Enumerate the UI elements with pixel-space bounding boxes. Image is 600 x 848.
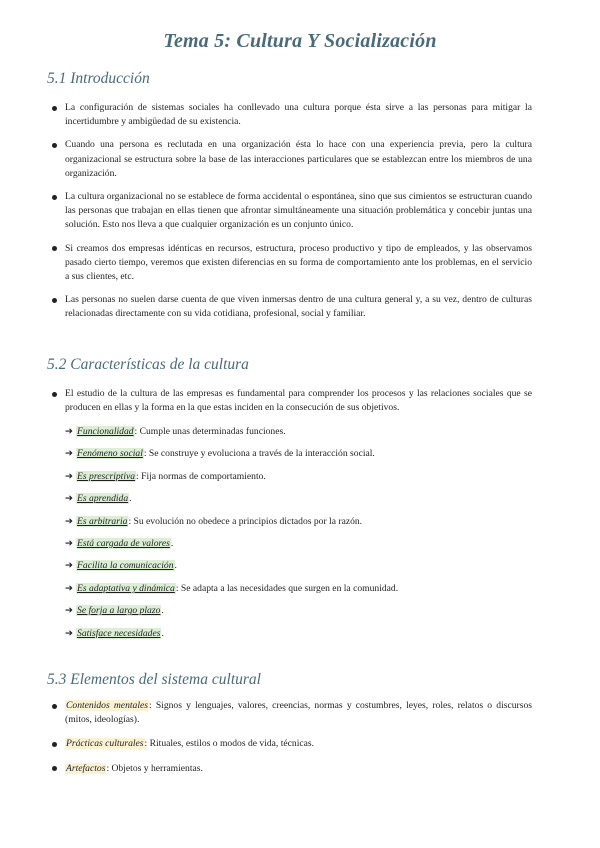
- characteristic-term: Es prescriptiva: [77, 470, 136, 482]
- characteristics-list: [65, 426, 398, 650]
- characteristic-term: Funcionalidad: [77, 426, 134, 437]
- characteristic-desc: : Su evolución no obedece a principios dictados por la razón.: [128, 515, 363, 527]
- section-heading-introduccion: 5.1 Introducción: [47, 70, 150, 87]
- characteristic-term: Se forja a largo plazo: [77, 605, 161, 617]
- characteristic-item: [65, 516, 398, 538]
- characteristic-desc: .: [174, 560, 177, 572]
- bullet-icon: [52, 704, 57, 709]
- element-desc: : Signos y lenguajes, valores, creencias, normas y costumbres, leyes, roles, relatos o discursos (mitos, ideologías).: [65, 700, 532, 726]
- list-item: [47, 762, 532, 776]
- characteristic-term: Fenómeno social: [77, 448, 143, 460]
- element-term: Contenidos mentales: [66, 700, 148, 711]
- arrow-right-icon: ➔: [65, 627, 74, 639]
- characteristic-item: [65, 628, 398, 650]
- list-item: Las personas no suelen darse cuenta de que viven inmersas dentro de una cultura general y, a su vez, dentro de culturas relacionadas directamente con su vida cotidiana, profesional, social y familiar.: [47, 293, 532, 321]
- characteristic-term: Es aprendida: [77, 493, 129, 505]
- characteristic-term: Es arbitraria: [77, 515, 128, 527]
- characteristic-desc: : Se construye y evoluciona a través de la interacción social.: [143, 448, 375, 460]
- characteristic-item: [65, 560, 398, 582]
- section-heading-elementos: 5.3 Elementos del sistema cultural: [47, 671, 261, 688]
- arrow-right-icon: ➔: [65, 448, 74, 460]
- bullet-icon: [52, 298, 57, 303]
- list-item: Cuando una persona es reclutada en una organización ésta lo hace con una experiencia previa, pero la cultura organizacional se estructura sobre la base de las interacciones particulares que se establezcan entre los miembros de una organización.: [47, 138, 532, 181]
- characteristic-item: [65, 538, 398, 560]
- bullet-icon: [52, 742, 57, 747]
- arrow-right-icon: ➔: [65, 426, 74, 437]
- characteristic-item: [65, 448, 398, 470]
- arrow-right-icon: ➔: [65, 582, 74, 594]
- list-item: Si creamos dos empresas idénticas en recursos, estructura, proceso productivo y tipo de empleados, y las observamos pasado cierto tiempo, veremos que existen diferencias en su forma de comportamiento ante los problemas, en el servicio a sus clientes, etc.: [47, 242, 532, 285]
- characteristic-item: [65, 605, 398, 627]
- bullet-icon: [52, 246, 57, 251]
- arrow-right-icon: ➔: [65, 493, 74, 505]
- list-item: El estudio de la cultura de las empresas es fundamental para comprender los procesos y las relaciones sociales que se producen en ellas y la forma en la que estas inciden en la consecución de sus objetivos.: [47, 387, 532, 415]
- page-title: Tema 5: Cultura Y Socialización: [163, 30, 437, 52]
- section-3-bullet-list: [47, 699, 532, 776]
- characteristic-term: Es adaptativa y dinámica: [77, 582, 175, 594]
- bullet-icon: [52, 106, 57, 111]
- characteristic-term: Facilita la comunicación: [77, 560, 174, 572]
- bullet-icon: [52, 143, 57, 148]
- bullet-icon: [52, 392, 57, 397]
- element-desc: : Objetos y herramientas.: [106, 762, 203, 774]
- characteristic-item: [65, 471, 398, 493]
- characteristic-desc: .: [161, 605, 164, 617]
- list-item: La cultura organizacional no se establece de forma accidental o espontánea, sino que sus cimientos se estructuran cuando las personas que trabajan en ellas tienen que afrontar simultáneamente una situación problemática y concebir juntas una solución. Esto nos lleva a que cualquier organización es un conjunto único.: [47, 190, 532, 233]
- characteristic-item: [65, 583, 398, 605]
- section-2-bullet-list: [47, 387, 532, 415]
- arrow-right-icon: ➔: [65, 470, 74, 482]
- characteristic-desc: .: [161, 627, 164, 639]
- section-1-bullet-list: [47, 101, 532, 322]
- list-item: La configuración de sistemas sociales ha conllevado una cultura porque ésta sirve a las personas para mitigar la incertidumbre y ambigüedad de su existencia.: [47, 101, 532, 129]
- bullet-icon: [52, 195, 57, 200]
- characteristic-desc: .: [170, 537, 174, 549]
- element-desc: : Rituales, estilos o modos de vida, técnicas.: [144, 738, 315, 750]
- characteristic-desc: : Se adapta a las necesidades que surgen en la comunidad.: [175, 582, 399, 594]
- arrow-right-icon: ➔: [65, 560, 74, 572]
- characteristic-term: Satisface necesidades: [77, 627, 161, 639]
- characteristic-item: [65, 426, 398, 448]
- arrow-right-icon: ➔: [65, 537, 74, 549]
- element-term: Prácticas culturales: [66, 738, 144, 750]
- arrow-right-icon: ➔: [65, 605, 74, 617]
- list-item: [47, 699, 532, 727]
- arrow-right-icon: ➔: [65, 515, 74, 527]
- characteristic-term: Está cargada de valores: [77, 537, 170, 549]
- bullet-icon: [52, 766, 57, 771]
- section-heading-caracteristicas: 5.2 Características de la cultura: [47, 356, 249, 373]
- characteristic-desc: : Fija normas de comportamiento.: [136, 470, 266, 482]
- characteristic-item: [65, 493, 398, 515]
- characteristic-desc: .: [129, 493, 132, 505]
- list-item: [47, 737, 532, 751]
- element-term: Artefactos: [66, 762, 106, 774]
- characteristic-desc: : Cumple unas determinadas funciones.: [134, 426, 286, 437]
